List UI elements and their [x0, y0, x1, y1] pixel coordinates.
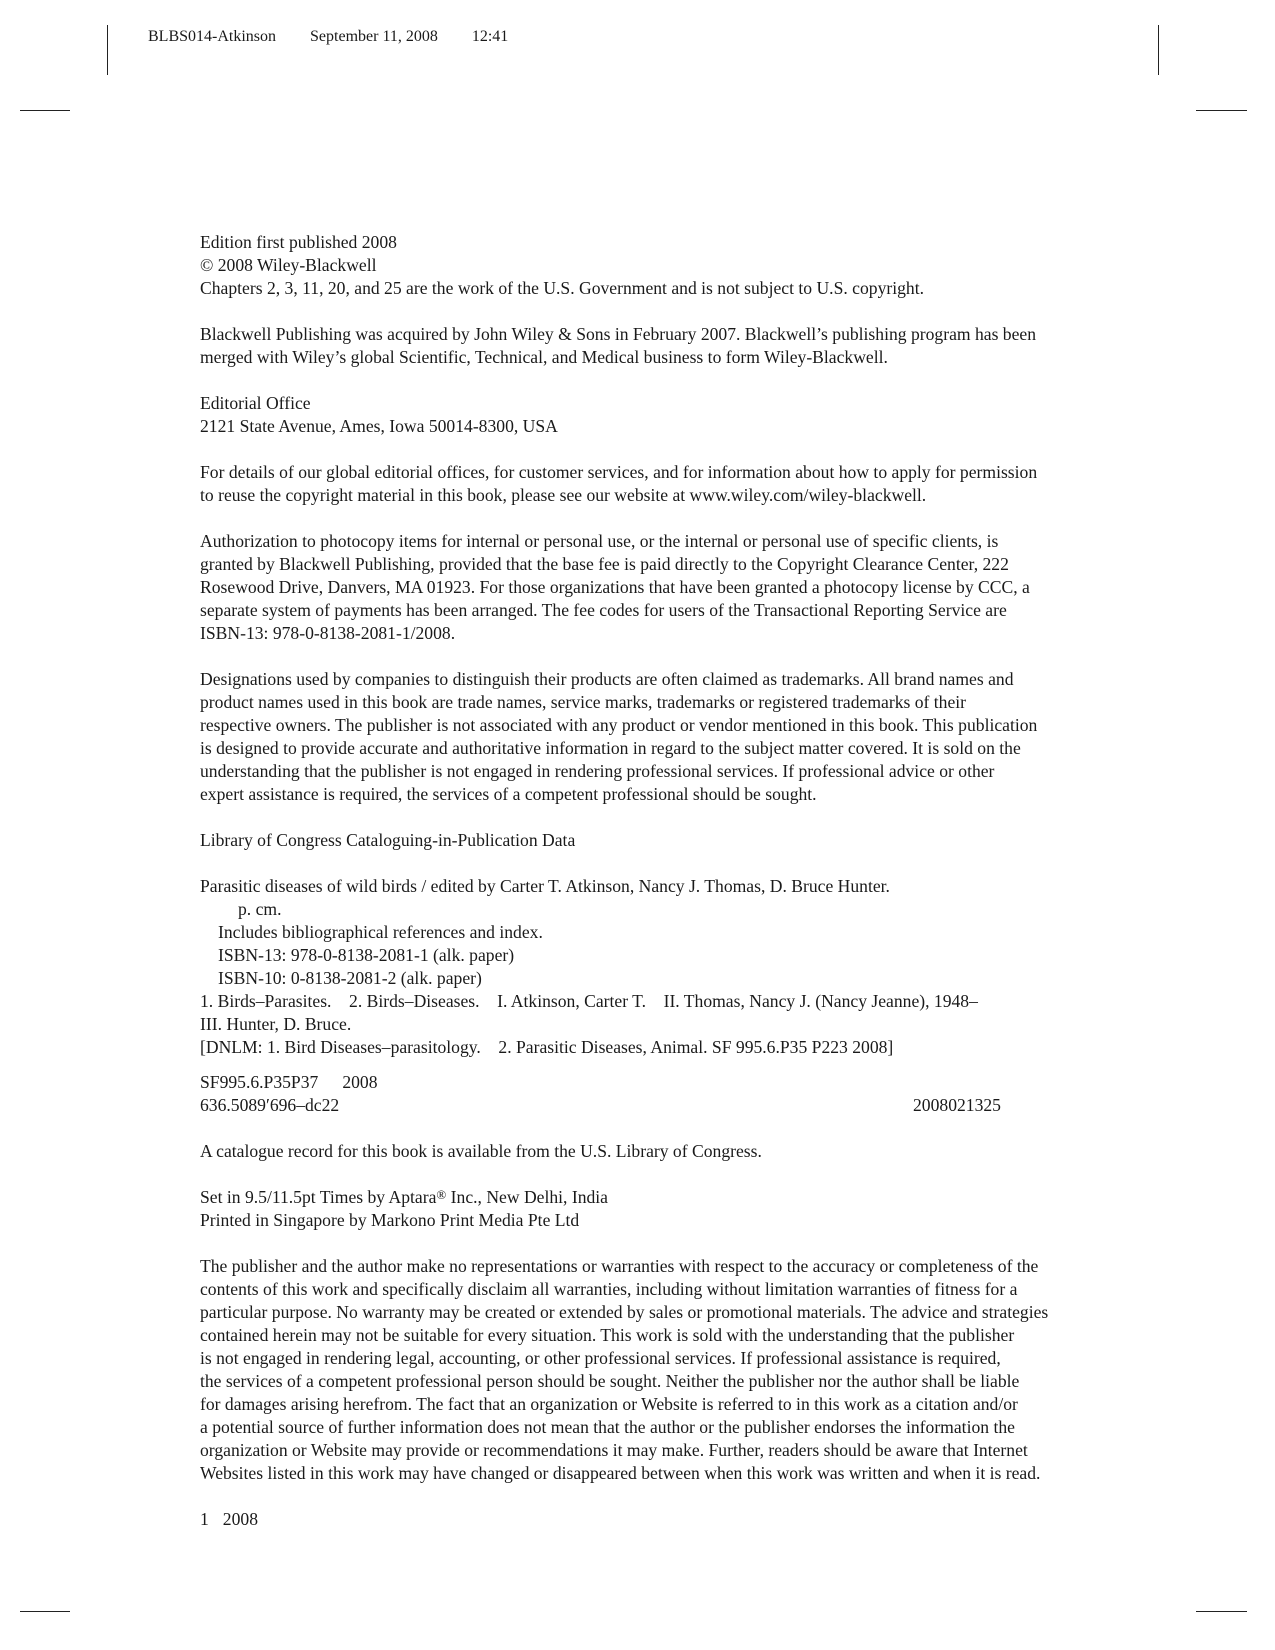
copyright-line: © 2008 Wiley-Blackwell [200, 255, 377, 275]
crop-mark-top-left-horizontal [20, 110, 70, 111]
crop-mark-top-right-horizontal [1196, 110, 1247, 111]
details-line: to reuse the copyright material in this book, please see our website at www.wiley.com/wiley-blackwell. [200, 485, 927, 505]
cip-record [200, 875, 1090, 1059]
page-slug [148, 27, 538, 47]
designations-line: understanding that the publisher is not engaged in rendering professional services. If professional advice or other [200, 761, 995, 781]
designations-line: is designed to provide accurate and authoritative information in regard to the subject matter covered. It is sold on the [200, 738, 1021, 758]
cip-isbn13: ISBN-13: 978-0-8138-2081-1 (alk. paper) [218, 945, 515, 965]
acquisition-line: Blackwell Publishing was acquired by John Wiley & Sons in February 2007. Blackwell’s publishing program has been [200, 324, 1037, 344]
printing-year: 2008 [222, 1509, 258, 1529]
typeset-suffix: Inc., New Delhi, India [446, 1187, 608, 1207]
details-line: For details of our global editorial offices, for customer services, and for information about how to apply for permission [200, 462, 1038, 482]
authorization-line: Rosewood Drive, Danvers, MA 01923. For those organizations that have been granted a photocopy license by CCC, a [200, 577, 1030, 597]
cip-bibliography-note: Includes bibliographical references and index. [218, 922, 543, 942]
authorization-line: granted by Blackwell Publishing, provided that the base fee is paid directly to the Copyright Clearance Center, 222 [200, 554, 1009, 574]
acquisition-line: merged with Wiley’s global Scientific, Technical, and Medical business to form Wiley-Blackwell. [200, 347, 888, 367]
crop-mark-bottom-right-horizontal [1196, 1611, 1247, 1612]
designations-paragraph [200, 668, 1090, 806]
dewey-number: 636.5089′696–dc22 [200, 1095, 340, 1115]
disclaimer-line: organization or Website may provide or recommendations it may make. Further, readers should be aware that Internet [200, 1440, 1028, 1460]
copyright-block [200, 231, 1090, 300]
designations-line: expert assistance is required, the services of a competent professional should be sought. [200, 784, 817, 804]
editorial-office-label: Editorial Office [200, 393, 311, 413]
disclaimer-line: contents of this work and specifically disclaim all warranties, including without limitation warranties of fitness for a [200, 1279, 1018, 1299]
disclaimer-line: for damages arising herefrom. The fact that an organization or Website is referred to in this work as a citation and/or [200, 1394, 1018, 1414]
cip-classification [200, 1071, 1090, 1117]
disclaimer-line: particular purpose. No warranty may be created or extended by sales or promotional materials. The advice and strategies [200, 1302, 1049, 1322]
disclaimer-paragraph [200, 1255, 1090, 1485]
disclaimer-line: contained herein may not be suitable for every situation. This work is sold with the understanding that the publisher [200, 1325, 1015, 1345]
slug-code: BLBS014-Atkinson [148, 28, 277, 45]
typeset-line [200, 1186, 1090, 1209]
designations-line: Designations used by companies to distinguish their products are often claimed as trademarks. All brand names and [200, 669, 1014, 689]
designations-line: product names used in this book are trade names, service marks, trademarks or registered trademarks of their [200, 692, 967, 712]
lc-classification-row [200, 1071, 1090, 1094]
authorization-line: Authorization to photocopy items for internal or personal use, or the internal or personal use of specific clients, is [200, 531, 999, 551]
edition-line: Edition first published 2008 [200, 232, 397, 252]
catalogue-record-note: A catalogue record for this book is available from the U.S. Library of Congress. [200, 1141, 762, 1161]
typeset-prefix: Set in 9.5/11.5pt Times by Aptara [200, 1187, 437, 1207]
slug-date: September 11, 2008 [310, 28, 438, 45]
printed-line: Printed in Singapore by Markono Print Media Pte Ltd [200, 1210, 580, 1230]
typesetting-block [200, 1186, 1090, 1232]
copyright-page-body [200, 231, 1090, 1554]
printing-line [200, 1508, 1090, 1531]
crop-mark-top-right-vertical [1158, 25, 1159, 75]
disclaimer-line: a potential source of further information does not mean that the author or the publisher endorses the information the [200, 1417, 1015, 1437]
disclaimer-line: the services of a competent professional person should be sought. Neither the publisher nor the author shall be liable [200, 1371, 1020, 1391]
details-paragraph [200, 461, 1090, 507]
cip-subjects: 1. Birds–Parasites. 2. Birds–Diseases. I. Atkinson, Carter T. II. Thomas, Nancy J. (Nancy Jeanne), 1948– [200, 991, 978, 1011]
cip-isbn10: ISBN-10: 0-8138-2081-2 (alk. paper) [218, 968, 482, 988]
editorial-office-address: 2121 State Avenue, Ames, Iowa 50014-8300, USA [200, 416, 558, 436]
acquisition-paragraph [200, 323, 1090, 369]
cip-pcm: p. cm. [238, 899, 282, 919]
authorization-line: separate system of payments has been arranged. The fee codes for users of the Transactional Reporting Service are [200, 600, 1007, 620]
disclaimer-line: The publisher and the author make no representations or warranties with respect to the accuracy or completeness of the [200, 1256, 1039, 1276]
crop-mark-bottom-left-horizontal [20, 1611, 70, 1612]
dewey-row [200, 1094, 1090, 1117]
disclaimer-line: Websites listed in this work may have changed or disappeared between when this work was written and when it is read. [200, 1463, 1041, 1483]
editorial-office-block [200, 392, 1090, 438]
designations-line: respective owners. The publisher is not associated with any product or vendor mentioned in this book. This publication [200, 715, 1038, 735]
lc-class-year: 2008 [342, 1072, 378, 1092]
disclaimer-line: is not engaged in rendering legal, accounting, or other professional services. If professional assistance is required, [200, 1348, 1001, 1368]
authorization-line: ISBN-13: 978-0-8138-2081-1/2008. [200, 623, 456, 643]
authorization-paragraph [200, 530, 1090, 645]
lccn-number: 2008021325 [913, 1095, 1001, 1115]
cip-heading: Library of Congress Cataloguing-in-Publication Data [200, 830, 576, 850]
crop-mark-top-left-vertical [107, 25, 108, 75]
registered-mark: ® [436, 1187, 447, 1202]
government-work-line: Chapters 2, 3, 11, 20, and 25 are the work of the U.S. Government and is not subject to U.S. copyright. [200, 278, 924, 298]
printing-number: 1 [200, 1509, 209, 1529]
cip-title: Parasitic diseases of wild birds / edited by Carter T. Atkinson, Nancy J. Thomas, D. Bruce Hunter. [200, 876, 890, 896]
cip-subjects-continued: III. Hunter, D. Bruce. [200, 1014, 352, 1034]
lc-class-number: SF995.6.P35P37 [200, 1072, 319, 1092]
slug-time: 12:41 [471, 28, 509, 45]
cip-dnlm: [DNLM: 1. Bird Diseases–parasitology. 2. Parasitic Diseases, Animal. SF 995.6.P35 P223 2008] [200, 1037, 894, 1057]
